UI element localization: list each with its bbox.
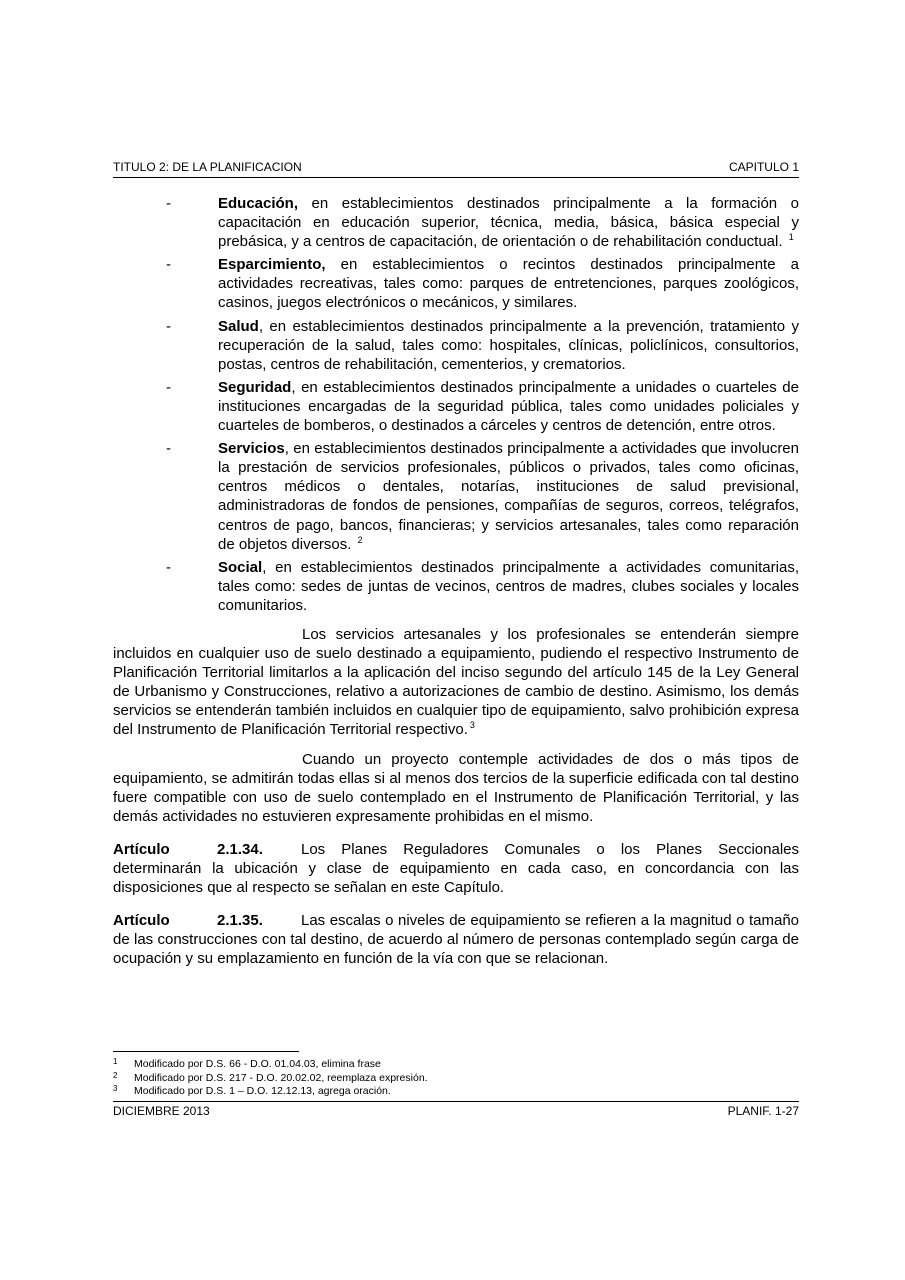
list-item — [113, 194, 799, 251]
page-header — [113, 160, 799, 178]
list-dash: - — [166, 378, 171, 396]
list-item-term: Servicios — [218, 440, 285, 458]
list-item-text: en establecimientos o recintos destinados principalmente a actividades recreativas, tales como: parques de entretenciones, parques zoológicos, casinos, juegos electrónicos o mecánicos, y similares. — [218, 256, 799, 312]
footnote-number: 1 — [113, 1057, 118, 1066]
article-keyword: Artículo — [113, 840, 170, 858]
article-number: 2.1.34. — [217, 840, 263, 858]
list-item-term: Social — [218, 558, 263, 576]
equipment-type-list — [113, 194, 799, 615]
article-text: Los Planes Reguladores Comunales o los Planes Seccionales determinarán la ubicación y clase de equipamiento en cada caso, en concordancia con las disposiciones que al respecto se señalan en este Capítulo. — [113, 840, 799, 897]
header-title: TITULO 2: DE LA PLANIFICACION — [113, 160, 302, 174]
list-item-text: , en establecimientos destinados principalmente a actividades comunitarias, tales como: sedes de juntas de vecinos, centros de madres, clubes sociales y locales comunitarios. — [218, 558, 799, 614]
footnote — [113, 1085, 799, 1099]
footnote-ref: 2 — [357, 534, 363, 545]
list-item-text: , en establecimientos destinados principalmente a la prevención, tratamiento y recuperación de la salud, tales como: hospitales, clínicas, policlínicos, consultorios, postas, centros de rehabilitación, cementerios, y crematorios. — [218, 317, 799, 373]
footnote-number: 3 — [113, 1084, 118, 1093]
body-paragraph — [113, 750, 799, 826]
footnote-text: Modificado por D.S. 66 - D.O. 01.04.03, elimina frase — [134, 1058, 381, 1070]
list-item — [113, 255, 799, 312]
article-text: Las escalas o niveles de equipamiento se refieren a la magnitud o tamaño de las construcciones con tal destino, de acuerdo al número de personas contemplado según carga de ocupación y su emplazamiento en función de la vía con que se relacionan. — [113, 912, 799, 968]
list-dash: - — [166, 256, 171, 274]
footnote — [113, 1058, 799, 1072]
list-item-text: en establecimientos destinados principalmente a la formación o capacitación en educación superior, técnica, media, básica, básica especial y prebásica, y a centros de capacitación, de orientación o de rehabilitación conductual. — [218, 195, 799, 251]
footer-page-number: PLANIF. 1-27 — [727, 1104, 799, 1118]
list-item — [113, 558, 799, 615]
paragraph-text: Cuando un proyecto contemple actividades de dos o más tipos de equipamiento, se admitirán todas ellas si al menos dos tercios de la superficie edificada con tal destino fuere compatible con uso de suelo contemplado en el Instrumento de Planificación Territorial, y las demás actividades no estuvieren expresamente prohibidas en el mismo. — [113, 750, 799, 825]
footnote-ref: 1 — [788, 232, 794, 243]
article-number: 2.1.35. — [217, 912, 263, 930]
article-paragraph — [113, 840, 799, 897]
list-dash: - — [166, 195, 171, 212]
footnote-number: 2 — [113, 1070, 118, 1080]
footnote-ref: 3 — [469, 720, 475, 731]
list-dash: - — [166, 317, 171, 335]
footnote-text: Modificado por D.S. 217 - D.O. 20.02.02, reemplaza expresión. — [134, 1071, 428, 1084]
list-item — [113, 378, 799, 435]
list-item-term: Seguridad — [218, 378, 292, 396]
footnote-text: Modificado por D.S. 1 – D.O. 12.12.13, agrega oración. — [134, 1085, 391, 1097]
list-item-term: Esparcimiento, — [218, 256, 326, 274]
footnote-separator — [113, 1051, 299, 1052]
list-dash: - — [166, 440, 171, 458]
footnote — [113, 1072, 799, 1086]
paragraph-text: Los servicios artesanales y los profesionales se entenderán siempre incluidos en cualquier uso de suelo destinado a equipamiento, pudiendo el respectivo Instrumento de Planificación Territorial limitarlos a la aplicación del inciso segundo del artículo 145 de la Ley General de Urbanismo y Construcciones, relativo a autorizaciones de cambio de destino. Asimismo, los demás servicios se entenderán también incluidos en cualquier tipo de equipamiento, salvo prohibición expresa del Instrumento de Planificación Territorial respectivo. — [113, 625, 799, 739]
header-chapter: CAPITULO 1 — [728, 160, 799, 174]
list-item-term: Educación, — [218, 195, 299, 212]
list-item-term: Salud — [218, 317, 259, 335]
body-paragraph — [113, 625, 799, 740]
footer-date: DICIEMBRE 2013 — [113, 1104, 210, 1118]
list-item — [113, 439, 799, 554]
article-keyword: Artículo — [113, 912, 170, 930]
list-item — [113, 317, 799, 374]
article-paragraph — [113, 911, 799, 968]
list-item-text: , en establecimientos destinados principalmente a unidades o cuarteles de instituciones encargadas de la seguridad pública, tales como unidades policiales y cuarteles de bomberos, o destinados a cárceles y centros de detención, entre otros. — [218, 378, 799, 435]
page-footer — [113, 1101, 799, 1119]
footnotes — [113, 1058, 799, 1099]
list-dash: - — [166, 558, 171, 576]
page-body — [113, 194, 799, 968]
list-item-text: , en establecimientos destinados principalmente a actividades que involucren la prestación de servicios profesionales, públicos o privados, tales como oficinas, centros médicos o dentales, notarías, instituciones de salud previsional, administradoras de fondos de pensiones, compañías de seguros, correos, telégrafos, centros de pago, bancos, financieras; y servicios artesanales, tales como reparación de objetos diversos. — [218, 440, 799, 553]
